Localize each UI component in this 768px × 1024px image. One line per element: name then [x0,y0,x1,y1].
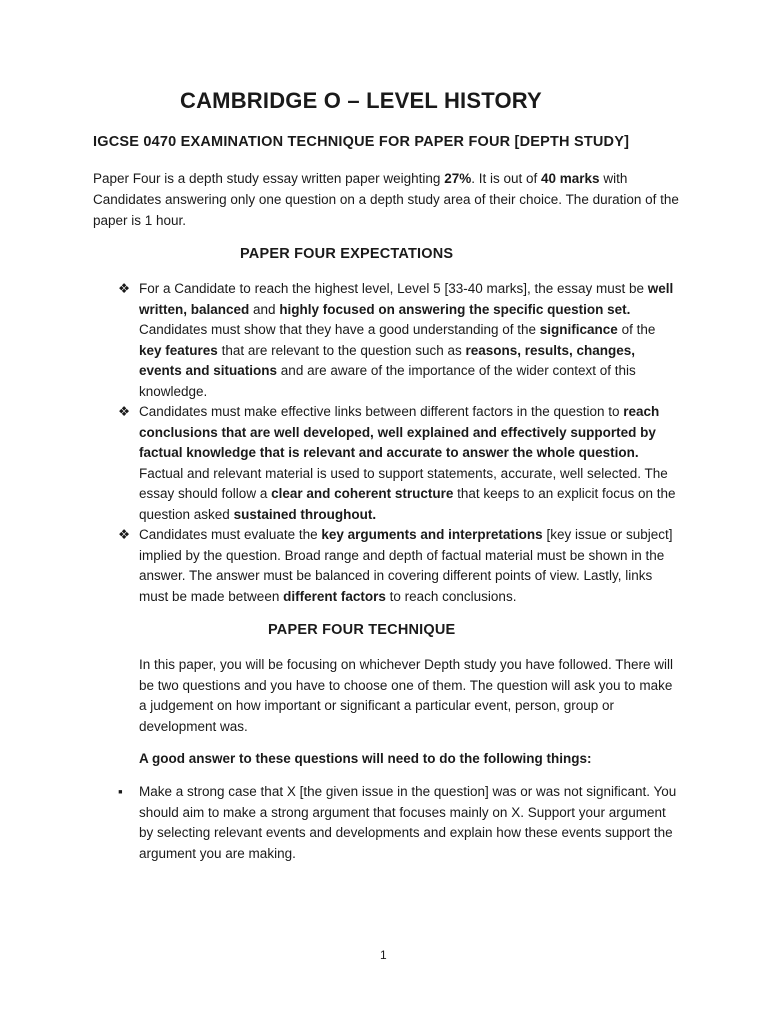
list-item: ❖ Candidates must make effective links between different factors in the question to reach conclusions that are well developed, well explained and effectively supported by factual knowledge that is relevant and accurate to answer the whole question. Factual and relevant material is used to support statements, accurate, well selected. The essay should follow a clear and coherent structure that keeps to an explicit focus on the question asked sustained throughout. [118,404,676,522]
square-bullet-icon: ▪ [118,784,123,799]
document-subtitle: IGCSE 0470 EXAMINATION TECHNIQUE FOR PAPER FOUR [DEPTH STUDY] [93,134,630,150]
document-title: CAMBRIDGE O – LEVEL HISTORY [180,88,542,113]
technique-list [118,782,678,864]
list-item: ▪ Make a strong case that X [the given issue in the question] was or was not significant. You should aim to make a strong argument that focuses mainly on X. Support your argument by selecting relevant events and developments and explain how these events support the argument you are making. [118,784,677,861]
diamond-bullet-icon: ❖ [118,281,131,296]
technique-heading: PAPER FOUR TECHNIQUE [268,622,456,638]
good-answer-heading: A good answer to these questions will need to do the following things: [139,751,592,766]
list-item: ❖ Candidates must evaluate the key arguments and interpretations [key issue or subject] implied by the question. Broad range and depth of factual material must be shown in the answer. The answer must be balanced in covering different points of view. Lastly, links must be made between different factors to reach conclusions. [118,527,673,604]
page-number: 1 [380,948,387,962]
intro-paragraph: Paper Four is a depth study essay written paper weighting 27%. It is out of 40 marks with Candidates answering only one question on a depth study area of their choice. The duration of the paper is 1 hour. [93,171,679,228]
list-item: ❖ For a Candidate to reach the highest level, Level 5 [33-40 marks], the essay must be well written, balanced and highly focused on answering the specific question set. Candidates must show that they have a good understanding of the significance of the key features that are relevant to the question such as reasons, results, changes, events and situations and are aware of the importance of the wider context of this knowledge. [118,281,674,399]
diamond-bullet-icon: ❖ [118,527,131,542]
diamond-bullet-icon: ❖ [118,404,131,419]
expectations-heading: PAPER FOUR EXPECTATIONS [240,246,454,262]
expectations-list [118,279,678,607]
technique-paragraph: In this paper, you will be focusing on whichever Depth study you have followed. There will be two questions and you have to choose one of them. The question will ask you to make a judgement on how important or significant a particular event, person, group or development was. [139,657,674,734]
